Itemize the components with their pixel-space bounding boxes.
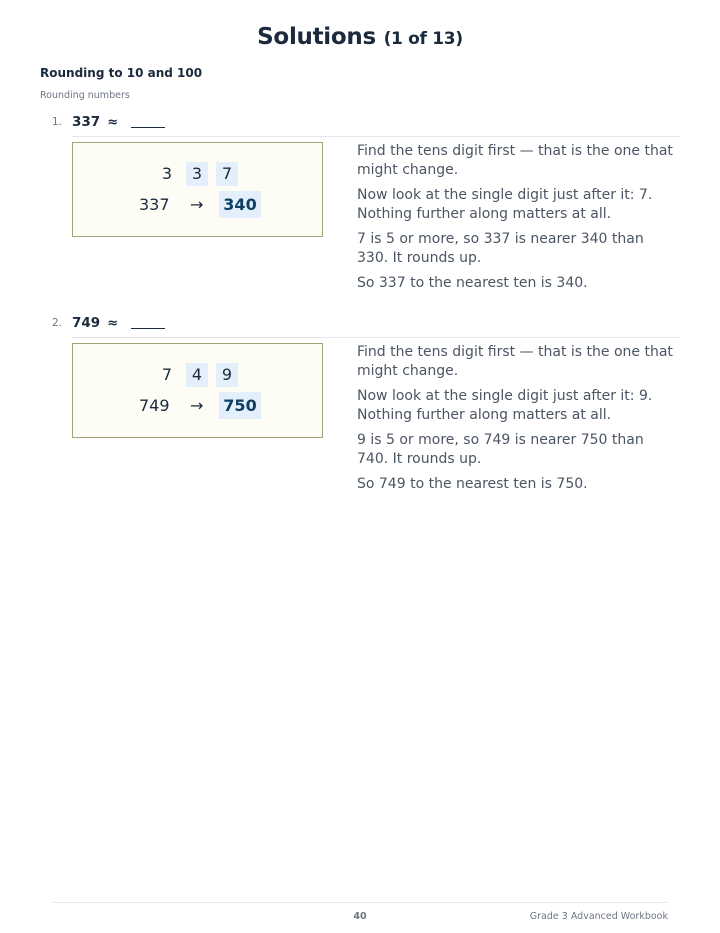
arrow-right-icon: → — [190, 195, 204, 214]
section-title: Rounding to 10 and 100 — [40, 66, 203, 80]
solution-step: Find the tens digit first — that is the one that might change. — [357, 344, 673, 379]
approx-symbol: ≈ — [107, 114, 119, 130]
approx-symbol: ≈ — [107, 315, 119, 331]
problem-question: 337 — [72, 114, 101, 130]
page-number: 40 — [353, 911, 367, 922]
page-title — [0, 24, 720, 50]
tens-digit: 4 — [186, 363, 208, 387]
solution-step: 9 is 5 or more, so 749 is nearer 750 than 740. It rounds up. — [357, 432, 644, 467]
hundreds-digit: 7 — [161, 365, 173, 384]
ones-digit: 9 — [216, 363, 238, 387]
solution-step: So 337 to the nearest ten is 340. — [357, 275, 588, 291]
original-number: 337 — [139, 195, 170, 214]
solution-step: So 749 to the nearest ten is 750. — [357, 476, 588, 492]
book-title: Grade 3 Advanced Workbook — [529, 911, 668, 922]
tens-digit: 3 — [186, 162, 208, 186]
page-title-main: Solutions — [257, 24, 376, 50]
solution-step: Find the tens digit first — that is the one that might change. — [357, 143, 673, 178]
problem-header — [52, 112, 165, 132]
original-number: 749 — [139, 396, 170, 415]
problem-header — [52, 313, 165, 333]
divider — [72, 136, 680, 137]
section-subtitle: Rounding numbers — [40, 90, 130, 101]
page-title-counter: (1 of 13) — [383, 29, 463, 49]
arrow-right-icon: → — [190, 396, 204, 415]
ones-digit: 7 — [216, 162, 238, 186]
footer-divider — [52, 902, 668, 903]
solution-steps — [357, 343, 677, 500]
problem-number: 1. — [52, 116, 63, 128]
divider — [72, 337, 680, 338]
rounded-answer: 340 — [219, 191, 261, 218]
answer-blank — [131, 117, 165, 128]
solution-step: Now look at the single digit just after it: 9. Nothing further along matters at all. — [357, 388, 653, 423]
problem-number: 2. — [52, 317, 63, 329]
solution-step: 7 is 5 or more, so 337 is nearer 340 than 330. It rounds up. — [357, 231, 644, 266]
hundreds-digit: 3 — [161, 164, 173, 183]
answer-blank — [131, 318, 165, 329]
solution-steps — [357, 142, 677, 299]
rounded-answer: 750 — [219, 392, 261, 419]
worked-example-box — [72, 142, 323, 237]
worked-example-box — [72, 343, 323, 438]
solution-step: Now look at the single digit just after it: 7. Nothing further along matters at all. — [357, 187, 653, 222]
problem-question: 749 — [72, 315, 101, 331]
